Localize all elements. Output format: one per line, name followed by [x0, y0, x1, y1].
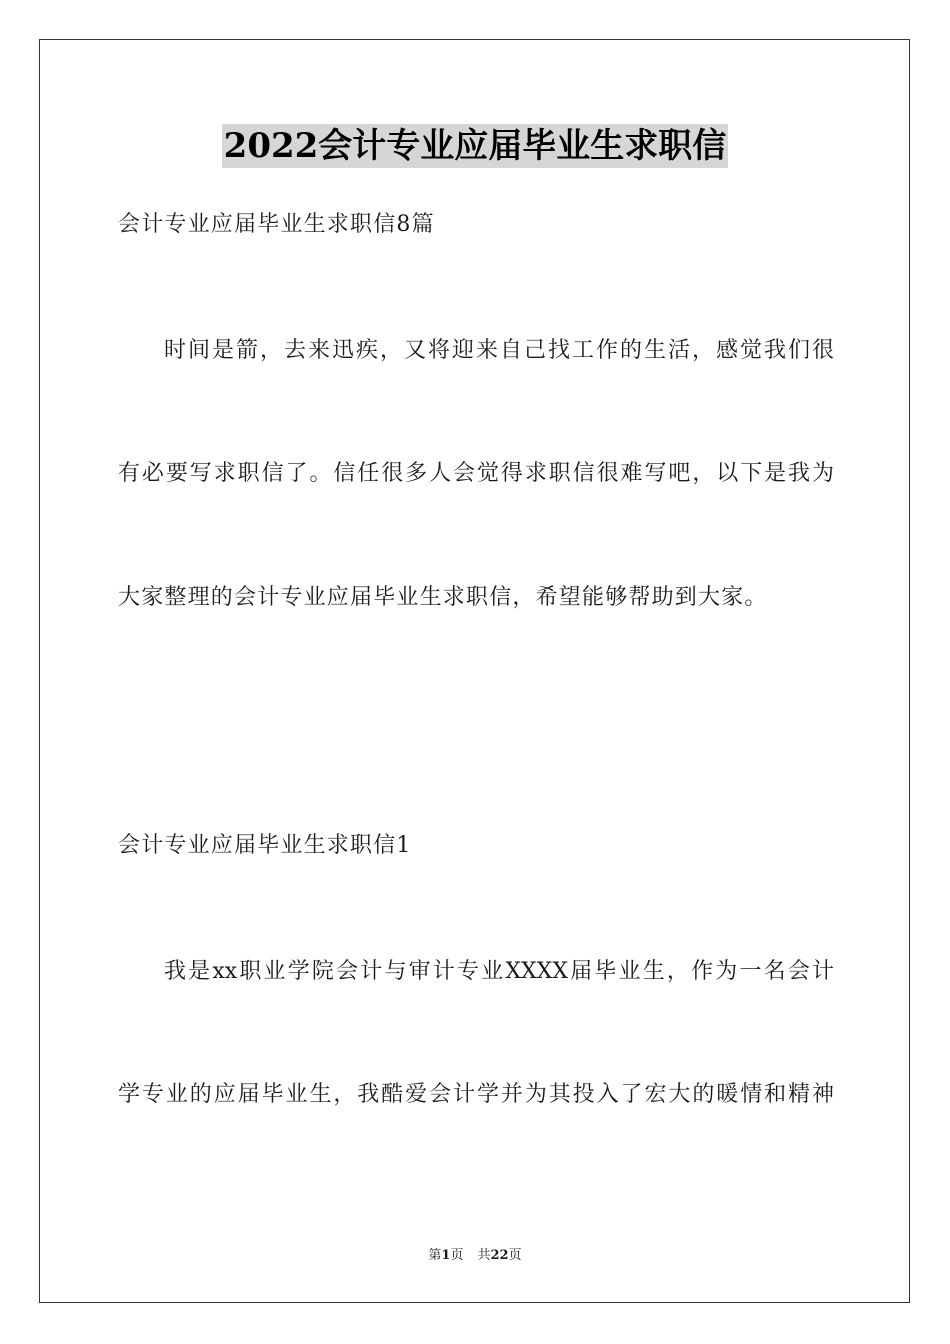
footer-page-number: 1: [441, 1248, 451, 1263]
paragraph-line: 学专业的应届毕业生，我酷爱会计学并为其投入了宏大的暖情和精神: [118, 1082, 834, 1107]
footer-page-prefix: 第: [428, 1248, 442, 1263]
footer-total-suffix: 页: [508, 1248, 522, 1263]
paragraph-line: 有必要写求职信了。信任很多人会觉得求职信很难写吧，以下是我为: [118, 461, 834, 486]
footer-total-pages: 22: [490, 1248, 509, 1263]
footer-page-suffix: 页: [450, 1248, 464, 1263]
document-title: 2022会计专业应届毕业生求职信: [223, 126, 727, 166]
subtitle-line: 会计专业应届毕业生求职信8篇: [118, 212, 435, 237]
title-container: [0, 124, 950, 168]
footer-total-prefix: 共: [477, 1248, 491, 1263]
section-heading: 会计专业应届毕业生求职信1: [118, 833, 412, 858]
paragraph-line: 时间是箭，去来迅疾，又将迎来自己找工作的生活，感觉我们很: [164, 338, 834, 363]
page-footer: [0, 1247, 950, 1265]
paragraph-line: 大家整理的会计专业应届毕业生求职信，希望能够帮助到大家。: [118, 585, 768, 610]
paragraph-line: 我是xx职业学院会计与审计专业XXXX届毕业生，作为一名会计: [164, 959, 834, 984]
